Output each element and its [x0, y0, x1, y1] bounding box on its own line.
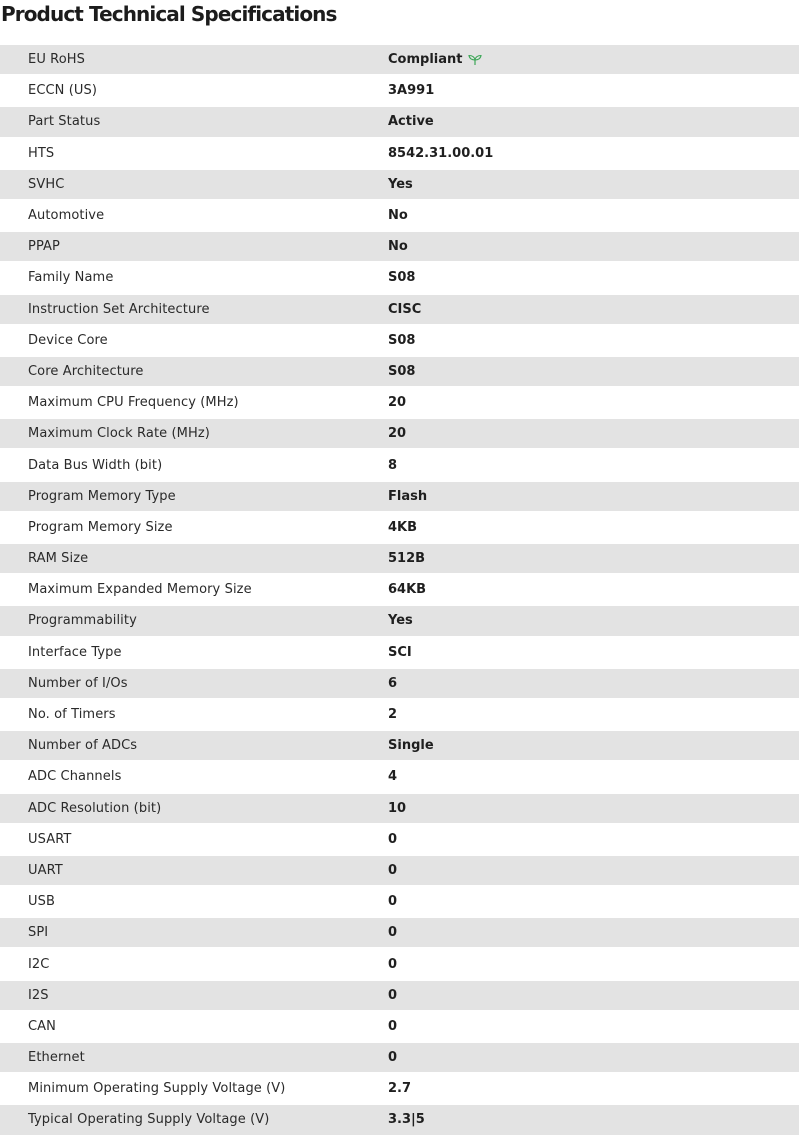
spec-row — [0, 263, 799, 292]
page-title: Product Technical Specifications — [1, 2, 337, 26]
spec-value: 20 — [388, 395, 407, 411]
spec-row — [0, 357, 799, 386]
spec-name: Device Core — [28, 332, 108, 348]
spec-row — [0, 232, 799, 261]
spec-row — [0, 949, 799, 978]
spec-name: ECCN (US) — [28, 83, 98, 99]
spec-name: CAN — [28, 1018, 56, 1034]
spec-row — [0, 201, 799, 230]
spec-row — [0, 544, 799, 573]
spec-name: I2S — [28, 987, 49, 1003]
spec-value: 4 — [388, 769, 398, 785]
spec-row — [0, 388, 799, 417]
spec-value: 2 — [388, 707, 398, 723]
spec-name: Number of I/Os — [28, 675, 128, 691]
spec-value: 0 — [388, 1050, 398, 1066]
spec-name: I2C — [28, 956, 50, 972]
spec-row — [0, 981, 799, 1010]
spec-name: Maximum CPU Frequency (MHz) — [28, 395, 239, 411]
spec-value: 0 — [388, 862, 398, 878]
spec-value: 0 — [388, 956, 398, 972]
spec-name: ADC Resolution (bit) — [28, 800, 162, 816]
spec-row — [0, 513, 799, 542]
spec-row — [0, 575, 799, 604]
spec-value: 3.3|5 — [388, 1112, 425, 1128]
spec-name: SPI — [28, 925, 49, 941]
spec-name: Ethernet — [28, 1050, 85, 1066]
spec-value: Flash — [388, 488, 428, 504]
spec-name: Program Memory Size — [28, 519, 173, 535]
spec-row — [0, 887, 799, 916]
spec-value: 8 — [388, 457, 398, 473]
spec-row — [0, 700, 799, 729]
spec-value: 4KB — [388, 519, 418, 535]
spec-row — [0, 482, 799, 511]
spec-name: Minimum Operating Supply Voltage (V) — [28, 1081, 286, 1097]
spec-name: UART — [28, 862, 63, 878]
spec-row — [0, 825, 799, 854]
spec-value: 10 — [388, 800, 407, 816]
spec-value: Compliant — [388, 52, 482, 67]
spec-row — [0, 638, 799, 667]
spec-name: Maximum Expanded Memory Size — [28, 582, 252, 598]
spec-value: 0 — [388, 1018, 398, 1034]
spec-table — [0, 45, 799, 1137]
spec-value: 0 — [388, 831, 398, 847]
spec-name: Data Bus Width (bit) — [28, 457, 163, 473]
spec-value: Active — [388, 114, 434, 130]
spec-row — [0, 762, 799, 791]
spec-value: 8542.31.00.01 — [388, 145, 494, 161]
spec-value: 0 — [388, 894, 398, 910]
spec-value: S08 — [388, 363, 416, 379]
spec-row — [0, 107, 799, 136]
spec-name: RAM Size — [28, 551, 89, 567]
spec-name: Instruction Set Architecture — [28, 301, 210, 317]
spec-value: Single — [388, 738, 434, 754]
spec-row — [0, 1074, 799, 1103]
spec-row — [0, 856, 799, 885]
spec-value: 20 — [388, 426, 407, 442]
spec-name: USB — [28, 894, 55, 910]
spec-name: EU RoHS — [28, 52, 85, 68]
spec-row — [0, 76, 799, 105]
spec-name: Program Memory Type — [28, 488, 176, 504]
spec-name: Typical Operating Supply Voltage (V) — [28, 1112, 270, 1128]
spec-row — [0, 731, 799, 760]
spec-row — [0, 669, 799, 698]
spec-name: HTS — [28, 145, 55, 161]
spec-name: No. of Timers — [28, 707, 116, 723]
spec-row — [0, 295, 799, 324]
leaf-icon — [468, 54, 482, 66]
spec-row — [0, 419, 799, 448]
spec-name: Core Architecture — [28, 363, 144, 379]
spec-row — [0, 606, 799, 635]
spec-value: 0 — [388, 925, 398, 941]
spec-value: 3A991 — [388, 83, 435, 99]
spec-name: Part Status — [28, 114, 101, 130]
spec-row — [0, 1043, 799, 1072]
spec-row — [0, 45, 799, 74]
spec-name: USART — [28, 831, 72, 847]
spec-row — [0, 1105, 799, 1134]
spec-name: Programmability — [28, 613, 137, 629]
spec-row — [0, 794, 799, 823]
spec-row — [0, 170, 799, 199]
spec-value: 0 — [388, 987, 398, 1003]
spec-value: S08 — [388, 332, 416, 348]
spec-value: 6 — [388, 675, 398, 691]
spec-value: 2.7 — [388, 1081, 412, 1097]
spec-value: 64KB — [388, 582, 427, 598]
spec-row — [0, 1012, 799, 1041]
spec-value: SCI — [388, 644, 412, 660]
spec-row — [0, 450, 799, 479]
spec-value: Yes — [388, 613, 413, 629]
spec-value: No — [388, 239, 408, 255]
spec-name: Number of ADCs — [28, 738, 138, 754]
spec-value: Yes — [388, 176, 413, 192]
spec-name: Automotive — [28, 208, 105, 224]
spec-value: S08 — [388, 270, 416, 286]
spec-name: Family Name — [28, 270, 114, 286]
spec-name: SVHC — [28, 176, 65, 192]
spec-name: ADC Channels — [28, 769, 122, 785]
spec-row — [0, 139, 799, 168]
spec-name: Interface Type — [28, 644, 122, 660]
spec-name: PPAP — [28, 239, 60, 255]
spec-value: CISC — [388, 301, 422, 317]
spec-value: No — [388, 208, 408, 224]
spec-name: Maximum Clock Rate (MHz) — [28, 426, 210, 442]
spec-row — [0, 326, 799, 355]
spec-row — [0, 918, 799, 947]
spec-value: 512B — [388, 551, 426, 567]
